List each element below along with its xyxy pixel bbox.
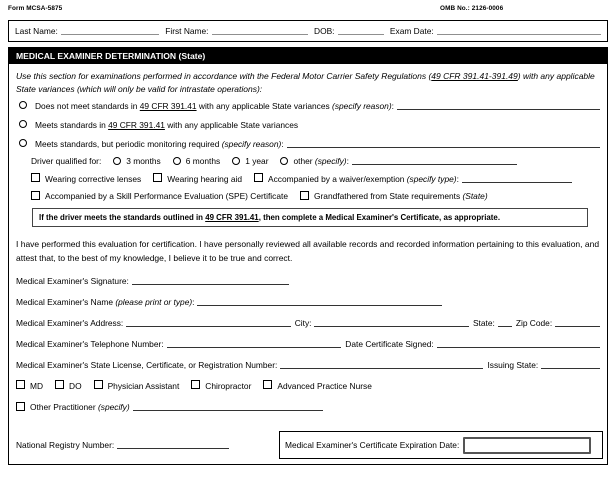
city-label: City:	[294, 318, 312, 328]
cfr-range-reference: 49 CFR 391.41-391.49	[431, 71, 518, 81]
checkbox-icon[interactable]	[153, 173, 162, 182]
last-name-input[interactable]	[61, 34, 159, 35]
checkbox-icon[interactable]	[16, 402, 25, 411]
zip-label: Zip Code:	[515, 318, 553, 328]
qualified-3-months: 3 months	[113, 156, 160, 166]
intro-pre: Use this section for examinations performed in accordance with the Federal Motor Carrier Safety Regulations (	[16, 71, 432, 81]
exam-date-label: Exam Date:	[389, 26, 434, 36]
checkbox-icon[interactable]	[191, 380, 200, 389]
credential-do: DO	[55, 380, 82, 391]
first-name-input[interactable]	[212, 34, 309, 35]
radio-icon[interactable]	[173, 157, 181, 165]
grandfathered-state: Grandfathered from State requirements (State)	[300, 191, 488, 202]
exam-date-input[interactable]	[437, 34, 601, 35]
cfr-reference: 49 CFR 391.41	[139, 101, 197, 111]
state-label: State:	[472, 318, 495, 328]
checkbox-icon[interactable]	[94, 380, 103, 389]
dob-input[interactable]	[338, 34, 384, 35]
option-label: Meets standards in 49 CFR 391.41 with any applicable State variances	[35, 120, 299, 130]
form-number-label: Form MCSA-5875	[8, 5, 63, 12]
spe-certificate: Accompanied by a Skill Performance Evaluation (SPE) Certificate	[31, 191, 288, 202]
intro-text	[16, 70, 600, 95]
date-signed-label: Date Certificate Signed:	[345, 339, 434, 349]
waiver-exemption: Accompanied by a waiver/exemption (specify type):	[254, 173, 459, 184]
signature-row	[16, 276, 600, 286]
qualified-6-months: 6 months	[173, 156, 220, 166]
phone-label: Medical Examiner's Telephone Number:	[16, 339, 164, 349]
address-label: Medical Examiner's Address:	[16, 318, 124, 328]
credentials-row	[16, 380, 600, 391]
specify-reason-input[interactable]	[397, 109, 600, 110]
checkbox-icon[interactable]	[254, 173, 263, 182]
state-input[interactable]	[498, 326, 512, 327]
checkbox-icon[interactable]	[263, 380, 272, 389]
other-practitioner: Other Practitioner (specify)	[16, 402, 130, 413]
examiner-name-row	[16, 297, 600, 307]
radio-icon[interactable]	[232, 157, 240, 165]
section-title: MEDICAL EXAMINER DETERMINATION (State)	[16, 51, 206, 61]
issuing-state-input[interactable]	[541, 368, 600, 369]
medical-examiner-determination-section	[8, 47, 608, 465]
issuing-state-label: Issuing State:	[487, 360, 539, 370]
expiration-date-input[interactable]	[463, 437, 591, 454]
checkbox-row-1	[31, 173, 600, 184]
credential-advanced-practice-nurse: Advanced Practice Nurse	[263, 380, 372, 391]
radio-icon[interactable]	[19, 120, 27, 128]
address-row	[16, 318, 600, 328]
qualified-1-year: 1 year	[232, 156, 268, 166]
waiver-type-input[interactable]	[462, 182, 572, 183]
patient-info-bar	[8, 20, 608, 42]
option-periodic-monitoring	[16, 139, 600, 149]
bottom-row	[16, 431, 603, 459]
checkbox-icon[interactable]	[16, 380, 25, 389]
expiration-date-label: Medical Examiner's Certificate Expiration Date:	[285, 440, 460, 450]
checkbox-icon[interactable]	[55, 380, 64, 389]
signature-input[interactable]	[132, 284, 289, 285]
instruction-box: If the driver meets the standards outlined in 49 CFR 391.41, then complete a Medical Examiner's Certificate, as appropriate.	[32, 208, 588, 227]
checkbox-icon[interactable]	[300, 191, 309, 200]
certification-statement: I have performed this evaluation for certification. I have personally reviewed all available records and recorded information pertaining to this evaluation, and attest that, to the best of my knowledge, I believe it to be true and correct.	[16, 239, 600, 263]
address-input[interactable]	[126, 326, 290, 327]
intro-post: ) with any applicable State variances (which will only be valid for intrastate operations):	[16, 71, 595, 94]
checkbox-icon[interactable]	[31, 173, 40, 182]
credential-chiropractor: Chiropractor	[191, 380, 251, 391]
license-row	[16, 360, 600, 370]
driver-qualified-row	[31, 156, 600, 166]
radio-icon[interactable]	[19, 139, 27, 147]
radio-icon[interactable]	[113, 157, 121, 165]
registry-number-label: National Registry Number:	[16, 440, 115, 450]
phone-input[interactable]	[167, 347, 342, 348]
first-name-label: First Name:	[165, 26, 209, 36]
radio-icon[interactable]	[280, 157, 288, 165]
signature-label: Medical Examiner's Signature:	[16, 276, 129, 286]
option-meets-standards	[16, 120, 600, 130]
qualified-other-input[interactable]	[352, 164, 517, 165]
date-signed-input[interactable]	[437, 347, 600, 348]
phone-row	[16, 339, 600, 349]
examiner-name-input[interactable]	[197, 305, 442, 306]
radio-icon[interactable]	[19, 101, 27, 109]
other-practitioner-input[interactable]	[133, 410, 323, 411]
qualified-other: other (specify):	[280, 156, 348, 166]
zip-input[interactable]	[555, 326, 600, 327]
checkbox-icon[interactable]	[31, 191, 40, 200]
cfr-reference: 49 CFR 391.41	[108, 120, 165, 130]
examiner-name-label: Medical Examiner's Name (please print or type):	[16, 297, 195, 307]
cfr-reference: 49 CFR 391.41	[205, 213, 259, 222]
dob-label: DOB:	[314, 26, 335, 36]
license-label: Medical Examiner's State License, Certificate, or Registration Number:	[16, 360, 278, 370]
option-label: Does not meet standards in 49 CFR 391.41 with any applicable State variances (specify reason):	[35, 101, 394, 111]
credential-physician-assistant: Physician Assistant	[94, 380, 180, 391]
option-does-not-meet-standards	[16, 101, 600, 111]
monitoring-reason-input[interactable]	[287, 147, 600, 148]
certificate-expiration-box	[279, 431, 603, 459]
license-input[interactable]	[280, 368, 483, 369]
credential-md: MD	[16, 380, 43, 391]
wearing-corrective-lenses: Wearing corrective lenses	[31, 173, 141, 184]
option-label: Meets standards, but periodic monitoring required (specify reason):	[35, 139, 284, 149]
checkbox-row-2	[31, 191, 600, 202]
other-practitioner-row	[16, 402, 600, 413]
national-registry-row	[16, 440, 229, 450]
last-name-label: Last Name:	[15, 26, 58, 36]
omb-number-label: OMB No.: 2126-0006	[440, 5, 504, 12]
section-header	[9, 48, 607, 64]
city-input[interactable]	[314, 326, 468, 327]
driver-qualified-label: Driver qualified for:	[31, 156, 102, 166]
wearing-hearing-aid: Wearing hearing aid	[153, 173, 242, 184]
registry-number-input[interactable]	[117, 448, 229, 449]
